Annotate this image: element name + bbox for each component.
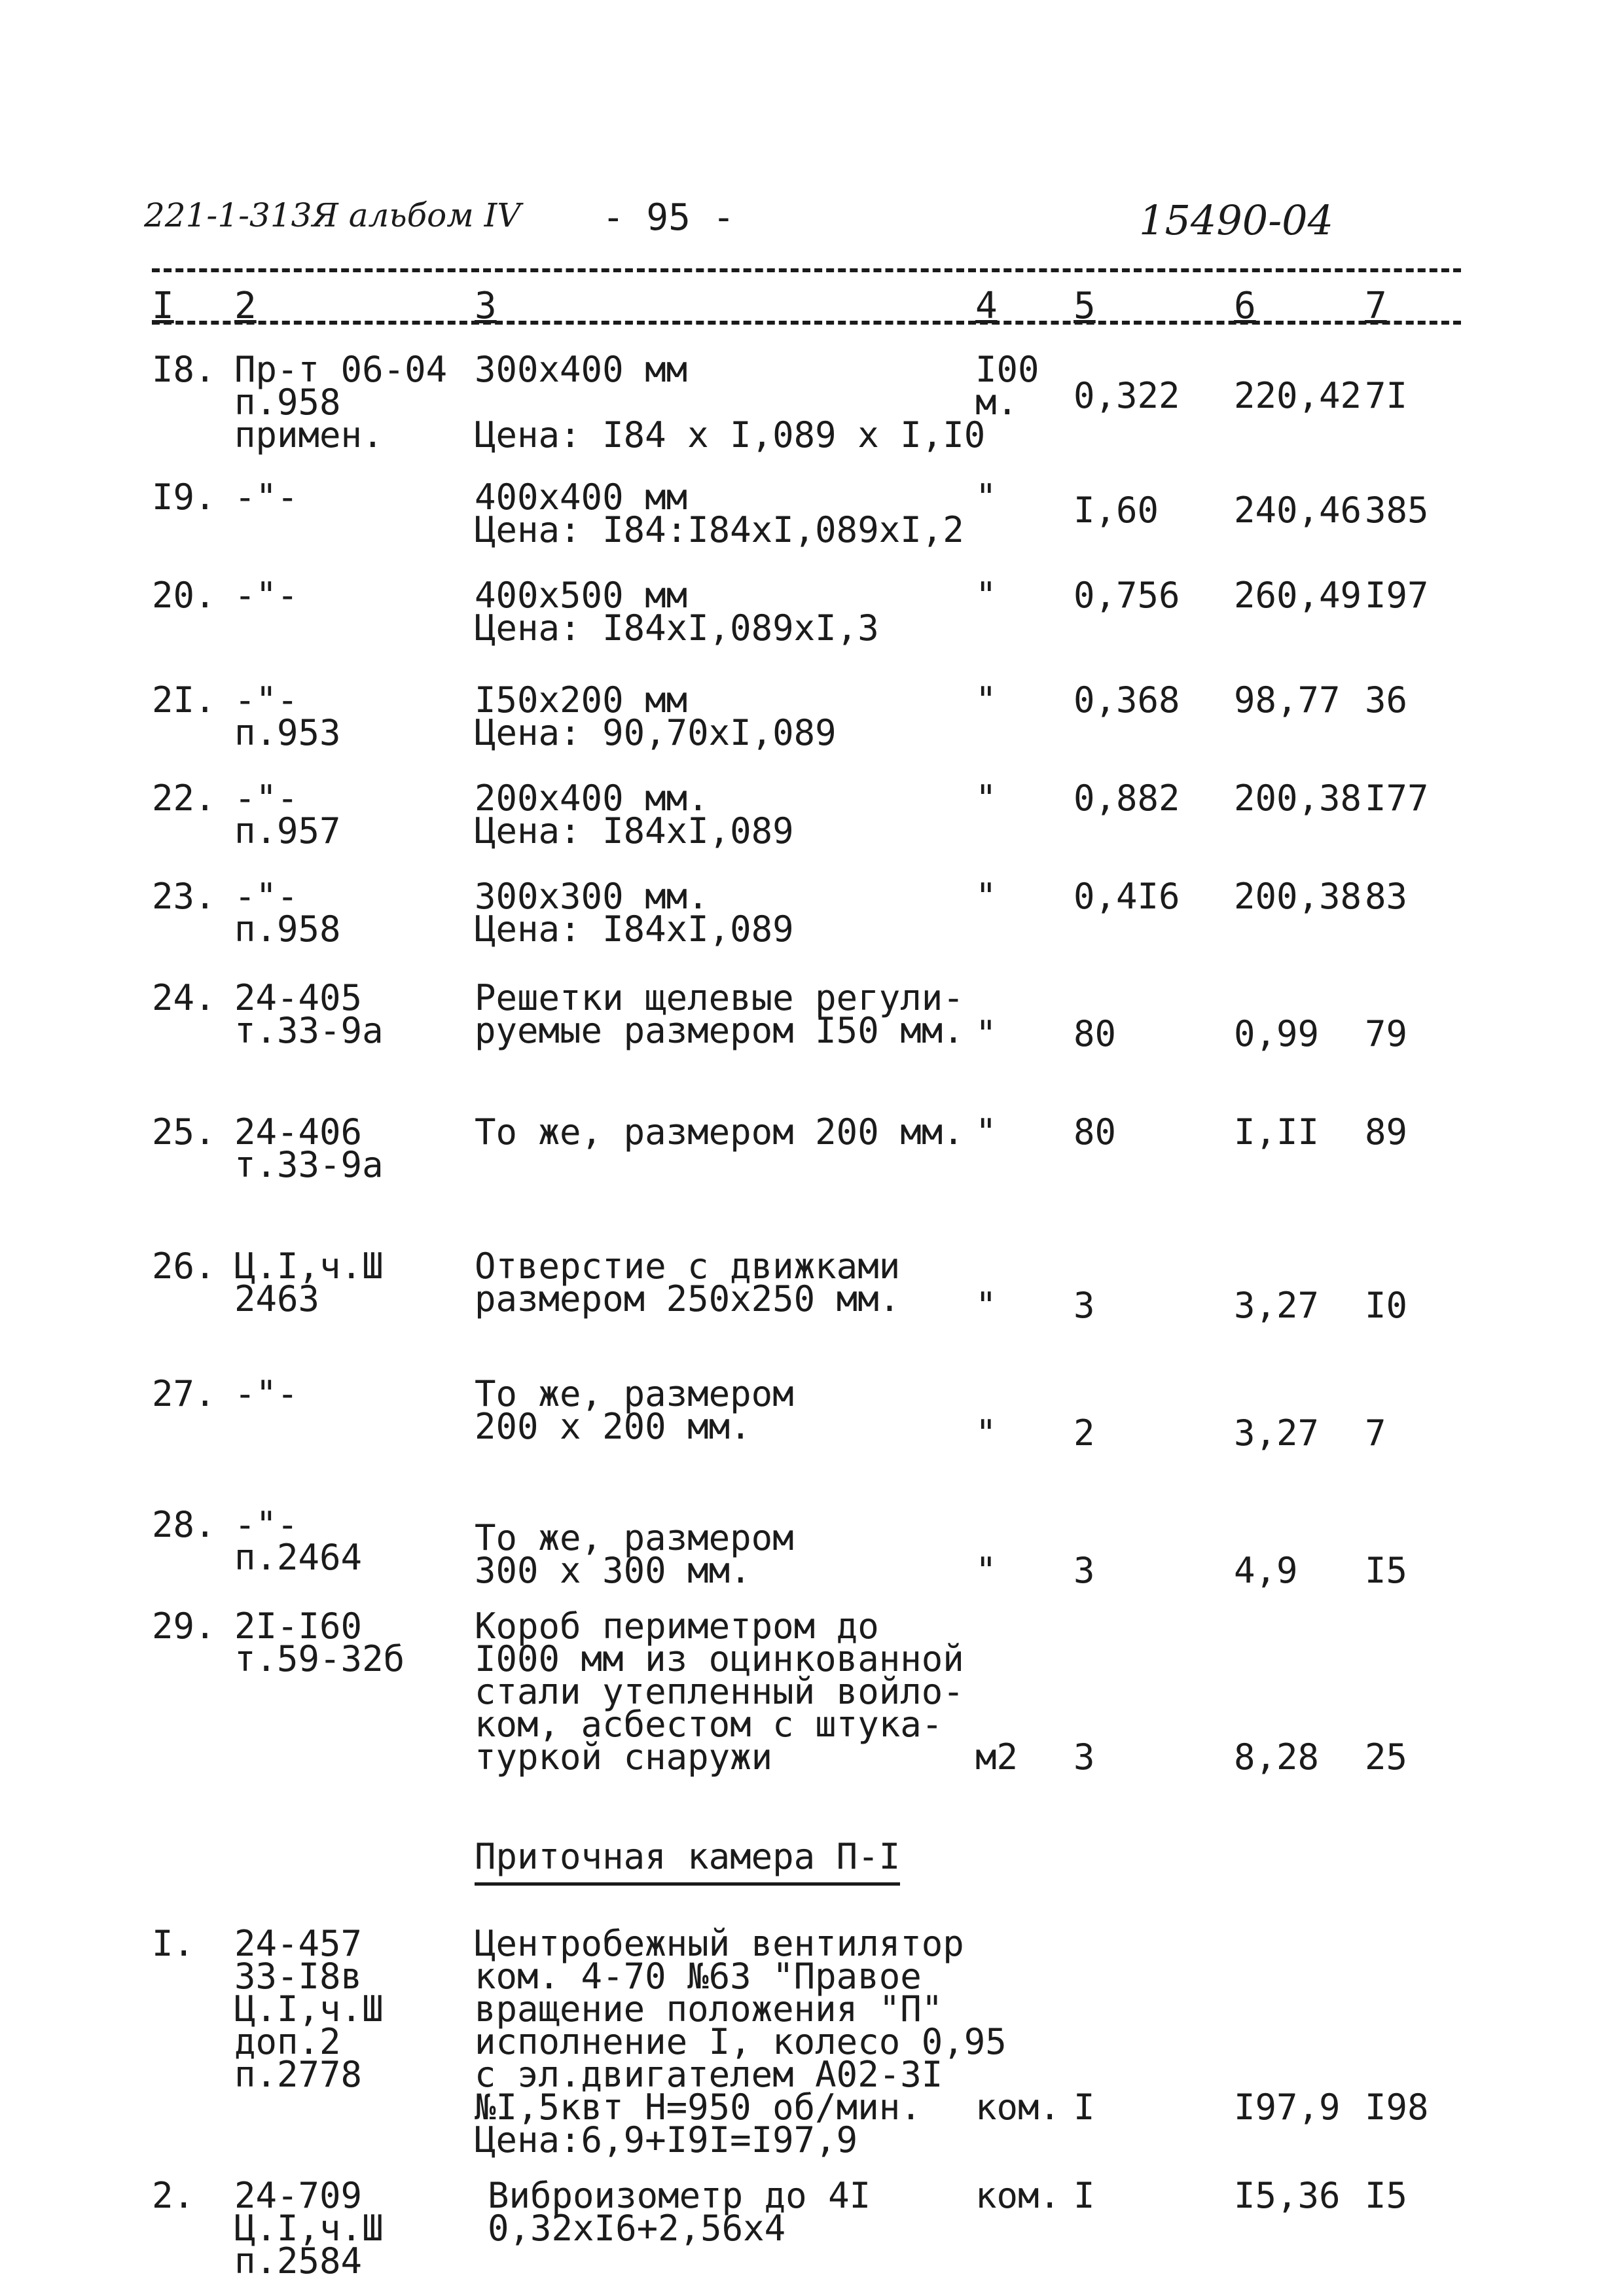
row-quantity: I,60 xyxy=(1074,490,1159,531)
row-quantity: 2 xyxy=(1074,1412,1095,1454)
row-description: Решетки щелевые регули- руемые размером I50 мм. xyxy=(475,977,964,1051)
row-number: 27. xyxy=(152,1373,216,1414)
row-code: -"- п.958 xyxy=(234,876,341,950)
row-code: -"- xyxy=(234,476,298,518)
row-unit: I00 м. xyxy=(975,349,1039,423)
row-unit: " xyxy=(975,1285,997,1326)
row-description: 400x400 мм Цена: I84:I84xI,089xI,2 xyxy=(475,476,964,550)
row-code: -"- xyxy=(234,1373,298,1414)
row-total: 7I xyxy=(1365,375,1408,416)
row-description: То же, размером 300 x 300 мм. xyxy=(475,1517,794,1591)
row-quantity: 0,4I6 xyxy=(1074,876,1180,917)
row-quantity: 0,368 xyxy=(1074,679,1180,721)
row-number: 2. xyxy=(152,2175,195,2216)
row-total: 385 xyxy=(1365,490,1429,531)
column-header-4: 4 xyxy=(975,285,998,327)
row-code: 24-406 т.33-9а xyxy=(234,1111,384,1185)
row-unit: ком. xyxy=(975,2175,1061,2216)
row-quantity: I xyxy=(1074,2175,1095,2216)
row-total: I97 xyxy=(1365,575,1429,616)
row-total: I0 xyxy=(1365,1285,1408,1326)
row-number: 2I. xyxy=(152,679,216,721)
row-code: 24-405 т.33-9а xyxy=(234,977,384,1051)
row-description: I50x200 мм Цена: 90,70xI,089 xyxy=(475,679,837,753)
row-number: 24. xyxy=(152,977,216,1018)
row-unit: " xyxy=(975,476,997,518)
row-unit: " xyxy=(975,1412,997,1454)
row-price: 0,99 xyxy=(1234,1013,1320,1054)
header-dash-rule xyxy=(152,268,1461,272)
row-unit: " xyxy=(975,1013,997,1054)
row-description: 300x400 мм Цена: I84 x I,089 x I,I0 xyxy=(475,349,986,456)
row-unit: ком. xyxy=(975,2087,1061,2128)
row-code: 24-457 33-I8в Ц.I,ч.Ш доп.2 п.2778 xyxy=(234,1923,384,2095)
row-price: 4,9 xyxy=(1234,1550,1298,1591)
column-header-dash-rule xyxy=(152,321,1461,325)
row-quantity: 0,756 xyxy=(1074,575,1180,616)
row-price: 260,49 xyxy=(1234,575,1362,616)
row-price: 240,46 xyxy=(1234,490,1362,531)
row-description: То же, размером 200 x 200 мм. xyxy=(475,1373,794,1447)
page-number: - 95 - xyxy=(602,196,735,239)
row-description: 300x300 мм. Цена: I84xI,089 xyxy=(475,876,794,950)
document-number: 15490-04 xyxy=(1139,196,1334,244)
row-total: 83 xyxy=(1365,876,1408,917)
row-unit: " xyxy=(975,679,997,721)
row-price: 220,42 xyxy=(1234,375,1362,416)
row-unit: м2 xyxy=(975,1736,1019,1778)
row-unit: " xyxy=(975,1111,997,1153)
row-code: -"- xyxy=(234,575,298,616)
row-total: 36 xyxy=(1365,679,1408,721)
row-price: I,II xyxy=(1234,1111,1320,1153)
row-number: 22. xyxy=(152,778,216,819)
row-price: 98,77 xyxy=(1234,679,1341,721)
column-header-7: 7 xyxy=(1365,285,1387,327)
row-description: Центробежный вентилятор ком. 4-70 №63 "Правое вращение положения "П" исполнение I, колесо 0,95 с эл.двигателем А02-3I №I,5квт Н=950 об/мин. Цена:6,9+I9I=I97,9 xyxy=(475,1923,1007,2161)
column-header-3: 3 xyxy=(475,285,497,327)
row-total: 7 xyxy=(1365,1412,1386,1454)
column-header-6: 6 xyxy=(1234,285,1256,327)
row-price: 3,27 xyxy=(1234,1412,1320,1454)
row-code: -"- п.957 xyxy=(234,778,341,852)
row-price: 200,38 xyxy=(1234,876,1362,917)
row-unit: " xyxy=(975,778,997,819)
row-quantity: 3 xyxy=(1074,1736,1095,1778)
row-total: I5 xyxy=(1365,1550,1408,1591)
row-number: 26. xyxy=(152,1246,216,1287)
row-number: 29. xyxy=(152,1605,216,1647)
row-quantity: 0,882 xyxy=(1074,778,1180,819)
row-quantity: 3 xyxy=(1074,1285,1095,1326)
row-quantity: 3 xyxy=(1074,1550,1095,1591)
row-total: 89 xyxy=(1365,1111,1408,1153)
row-quantity: I xyxy=(1074,2087,1095,2128)
document-code-note: 221-1-313Я альбом IV xyxy=(144,196,521,234)
row-total: I5 xyxy=(1365,2175,1408,2216)
row-price: 3,27 xyxy=(1234,1285,1320,1326)
row-description: 200x400 мм. Цена: I84xI,089 xyxy=(475,778,794,852)
row-code: -"- п.953 xyxy=(234,679,341,753)
column-header-1: I xyxy=(152,285,174,327)
row-unit: " xyxy=(975,876,997,917)
row-number: I. xyxy=(152,1923,195,1964)
section-title: Приточная камера П-I xyxy=(475,1836,900,1886)
row-description: 400x500 мм Цена: I84xI,089xI,3 xyxy=(475,575,879,649)
row-code: -"- п.2464 xyxy=(234,1504,363,1578)
row-price: 8,28 xyxy=(1234,1736,1320,1778)
row-total: 25 xyxy=(1365,1736,1408,1778)
row-unit: " xyxy=(975,575,997,616)
row-total: I77 xyxy=(1365,778,1429,819)
row-description: Виброизометр до 4I 0,32xI6+2,56x4 xyxy=(488,2175,871,2249)
row-number: 23. xyxy=(152,876,216,917)
row-quantity: 80 xyxy=(1074,1013,1117,1054)
row-number: 25. xyxy=(152,1111,216,1153)
row-code: 2I-I60 т.59-32б xyxy=(234,1605,405,1679)
row-number: 28. xyxy=(152,1504,216,1545)
row-total: 79 xyxy=(1365,1013,1408,1054)
column-header-2: 2 xyxy=(234,285,257,327)
row-quantity: 0,322 xyxy=(1074,375,1180,416)
row-description: То же, размером 200 мм. xyxy=(475,1111,964,1153)
row-description: Короб периметром до I000 мм из оцинкованной стали утепленный войло- ком, асбестом с штука- туркой снаружи xyxy=(475,1605,964,1778)
row-number: 20. xyxy=(152,575,216,616)
column-header-5: 5 xyxy=(1074,285,1096,327)
row-price: 200,38 xyxy=(1234,778,1362,819)
row-code: 24-709 Ц.I,ч.Ш п.2584 xyxy=(234,2175,384,2282)
row-unit: " xyxy=(975,1550,997,1591)
row-price: I97,9 xyxy=(1234,2087,1341,2128)
row-number: I9. xyxy=(152,476,216,518)
row-code: Ц.I,ч.Ш 2463 xyxy=(234,1246,384,1319)
row-total: I98 xyxy=(1365,2087,1429,2128)
row-description: Отверстие с движками размером 250x250 мм. xyxy=(475,1246,901,1319)
row-number: I8. xyxy=(152,349,216,390)
row-quantity: 80 xyxy=(1074,1111,1117,1153)
row-code: Пр-т 06-04 п.958 примен. xyxy=(234,349,448,456)
row-price: I5,36 xyxy=(1234,2175,1341,2216)
